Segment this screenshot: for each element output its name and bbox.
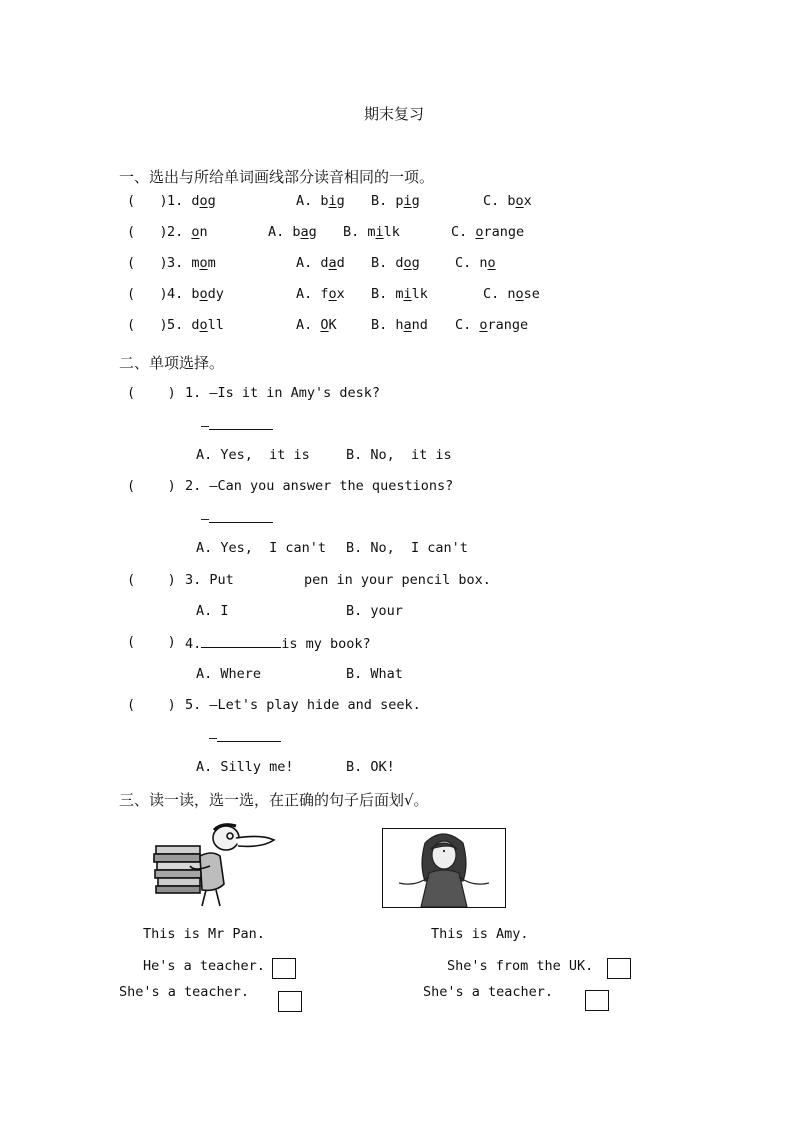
s1-row5-target-pre: d <box>191 317 200 333</box>
s1-row1-c-underlined: o <box>515 193 524 209</box>
s1-row4-c-pre: n <box>507 286 516 302</box>
s1-row4-target-post: dy <box>207 286 224 302</box>
option-label: C. <box>451 224 476 240</box>
s1-row4-b-underlined: i <box>403 286 412 302</box>
s1-row5-b-post: nd <box>411 317 428 333</box>
s1-row4-option-b <box>371 286 428 302</box>
s1-row3-target-pre: m <box>191 255 200 271</box>
q1-blank[interactable] <box>209 416 273 430</box>
option-label: A. <box>268 224 293 240</box>
s1-row1-target-underlined: o <box>199 193 208 209</box>
q2-text: 2. —Can you answer the questions? <box>185 478 454 494</box>
s1-row3-b-pre: d <box>395 255 404 271</box>
q2-dash: — <box>201 511 210 527</box>
s1-row5-target-post: ll <box>207 317 224 333</box>
s1-row5-c-post: range <box>487 317 529 333</box>
s1-row2-option-b <box>343 224 400 240</box>
amy-illustration <box>383 829 505 907</box>
s1-row3-word <box>167 255 216 271</box>
s1-row2-c-underlined: o <box>475 224 484 240</box>
s1-row2-a-pre: b <box>292 224 301 240</box>
s1-row5-target-underlined: o <box>199 317 208 333</box>
q3-option-b: B. your <box>346 603 403 619</box>
section2-heading: 二、单项选择。 <box>119 354 225 372</box>
s1-row2-target-post: n <box>199 224 208 240</box>
option-label: B. <box>371 317 396 333</box>
q1-text: 1. —Is it in Amy's desk? <box>185 385 381 401</box>
s1-row1-a-pre: b <box>320 193 329 209</box>
option-label: C. <box>483 286 508 302</box>
s1-row4-option-c <box>483 286 540 302</box>
s1-row3-a-underlined: a <box>328 255 337 271</box>
s1-row1-b-post: g <box>411 193 420 209</box>
q3-text-post: pen in your pencil box. <box>304 572 491 588</box>
teacher-illustration <box>150 822 282 908</box>
s1-row3-a-pre: d <box>320 255 329 271</box>
s1-row1-option-b <box>371 193 420 209</box>
right-option-2: She's a teacher. <box>423 984 554 1000</box>
q1-option-b: B. No, it is <box>346 447 452 463</box>
right-option-2-checkbox[interactable] <box>585 990 609 1011</box>
option-label: B. <box>371 286 396 302</box>
s1-row5-option-b <box>371 317 428 333</box>
s1-row3-b-underlined: o <box>403 255 412 271</box>
option-label: B. <box>343 224 368 240</box>
s1-row5-b-pre: h <box>395 317 404 333</box>
s1-row5-option-c <box>455 317 528 333</box>
s1-row3-b-post: g <box>411 255 420 271</box>
q4-blank[interactable] <box>201 634 281 648</box>
s1-row1-paren[interactable]: ( ) <box>127 193 168 209</box>
s1-row2-c-post: range <box>483 224 525 240</box>
section1-heading: 一、选出与所给单词画线部分读音相同的一项。 <box>119 168 435 186</box>
s1-row4-target-pre: b <box>191 286 200 302</box>
s1-row3-option-c <box>455 255 496 271</box>
q5-answer-line <box>209 728 281 746</box>
option-label: B. <box>371 255 396 271</box>
s1-row1-a-underlined: i <box>328 193 337 209</box>
q4-line <box>185 634 371 652</box>
s1-row3-target-underlined: o <box>199 255 208 271</box>
amy-photo-frame <box>382 828 506 908</box>
s1-row4-c-post: se <box>523 286 540 302</box>
s1-row2-target-underlined: o <box>191 224 200 240</box>
q1-paren: ( ) <box>127 385 176 401</box>
q5-blank[interactable] <box>217 728 281 742</box>
s1-row5-c-underlined: o <box>479 317 488 333</box>
right-option-1: She's from the UK. <box>447 958 594 974</box>
q1-option-a: A. Yes, it is <box>196 447 310 463</box>
q3-paren: ( ) <box>127 572 176 588</box>
q5-dash: — <box>209 730 218 746</box>
left-option-2-checkbox[interactable] <box>278 991 302 1012</box>
left-option-2: She's a teacher. <box>119 984 250 1000</box>
q2-option-a: A. Yes, I can't <box>196 540 327 556</box>
s1-row2-option-a <box>268 224 317 240</box>
s1-row5-paren[interactable]: ( ) <box>127 317 168 333</box>
s1-row1-target-pre: d <box>191 193 200 209</box>
q4-option-a: A. Where <box>196 666 262 682</box>
q2-paren: ( ) <box>127 478 176 494</box>
s1-row4-target-underlined: o <box>199 286 208 302</box>
s1-row1-target-post: g <box>207 193 216 209</box>
q1-answer-line <box>201 416 273 434</box>
q5-paren: ( ) <box>127 697 176 713</box>
s1-row3-a-post: d <box>336 255 345 271</box>
option-label: C. <box>483 193 508 209</box>
s1-row4-paren[interactable]: ( ) <box>127 286 168 302</box>
s1-row4-a-underlined: o <box>328 286 337 302</box>
s1-row1-b-underlined: i <box>403 193 412 209</box>
q3-text-pre: 3. Put <box>185 572 234 588</box>
s1-row5-option-a <box>296 317 337 333</box>
s1-row1-b-pre: p <box>395 193 404 209</box>
s1-row5-number: 5. <box>167 317 192 333</box>
s1-row1-word <box>167 193 216 209</box>
s1-row4-a-post: x <box>336 286 345 302</box>
s1-row4-a-pre: f <box>320 286 329 302</box>
s1-row5-b-underlined: a <box>403 317 412 333</box>
q4-text-post: is my book? <box>281 636 371 652</box>
s1-row5-a-underlined: O <box>320 317 329 333</box>
s1-row4-option-a <box>296 286 345 302</box>
s1-row3-c-underlined: o <box>487 255 496 271</box>
s1-row4-word <box>167 286 224 302</box>
s1-row4-c-underlined: o <box>515 286 524 302</box>
q5-option-b: B. OK! <box>346 759 395 775</box>
s1-row3-option-b <box>371 255 420 271</box>
q2-answer-line <box>201 509 273 527</box>
option-label: C. <box>455 255 480 271</box>
q4-text-pre: 4. <box>185 636 202 652</box>
s1-row3-c-pre: n <box>479 255 488 271</box>
s1-row2-b-post: lk <box>383 224 400 240</box>
option-label: A. <box>296 317 321 333</box>
left-option-1: He's a teacher. <box>143 958 265 974</box>
s1-row1-number: 1. <box>167 193 192 209</box>
q5-text: 5. —Let's play hide and seek. <box>185 697 421 713</box>
s1-row3-paren[interactable]: ( ) <box>127 255 168 271</box>
left-option-1-checkbox[interactable] <box>272 958 296 979</box>
s1-row4-b-pre: m <box>395 286 404 302</box>
s1-row2-a-post: g <box>308 224 317 240</box>
s1-row3-target-post: m <box>207 255 216 271</box>
s1-row2-word <box>167 224 208 240</box>
q2-option-b: B. No, I can't <box>346 540 468 556</box>
s1-row2-paren[interactable]: ( ) <box>127 224 168 240</box>
s1-row1-option-a <box>296 193 345 209</box>
q4-option-b: B. What <box>346 666 403 682</box>
s1-row1-c-pre: b <box>507 193 516 209</box>
s1-row3-option-a <box>296 255 345 271</box>
page-title: 期末复习 <box>364 105 425 123</box>
left-caption: This is Mr Pan. <box>143 926 265 942</box>
s1-row1-option-c <box>483 193 532 209</box>
q1-dash: — <box>201 418 210 434</box>
q5-option-a: A. Silly me! <box>196 759 294 775</box>
right-option-1-checkbox[interactable] <box>607 958 631 979</box>
option-label: C. <box>455 317 480 333</box>
s1-row5-word <box>167 317 224 333</box>
s1-row4-number: 4. <box>167 286 192 302</box>
option-label: A. <box>296 286 321 302</box>
q2-blank[interactable] <box>209 509 273 523</box>
q4-paren: ( ) <box>127 634 176 650</box>
option-label: A. <box>296 255 321 271</box>
s1-row3-number: 3. <box>167 255 192 271</box>
option-label: A. <box>296 193 321 209</box>
s1-row1-a-post: g <box>336 193 345 209</box>
section3-heading: 三、读一读，选一选，在正确的句子后面划√。 <box>119 791 429 809</box>
s1-row5-a-post: K <box>328 317 337 333</box>
right-caption: This is Amy. <box>431 926 529 942</box>
s1-row2-number: 2. <box>167 224 192 240</box>
q3-option-a: A. I <box>196 603 229 619</box>
s1-row2-b-underlined: i <box>375 224 384 240</box>
s1-row1-c-post: x <box>523 193 532 209</box>
option-label: B. <box>371 193 396 209</box>
s1-row2-b-pre: m <box>367 224 376 240</box>
s1-row4-b-post: lk <box>411 286 428 302</box>
s1-row2-a-underlined: a <box>300 224 309 240</box>
s1-row2-option-c <box>451 224 524 240</box>
